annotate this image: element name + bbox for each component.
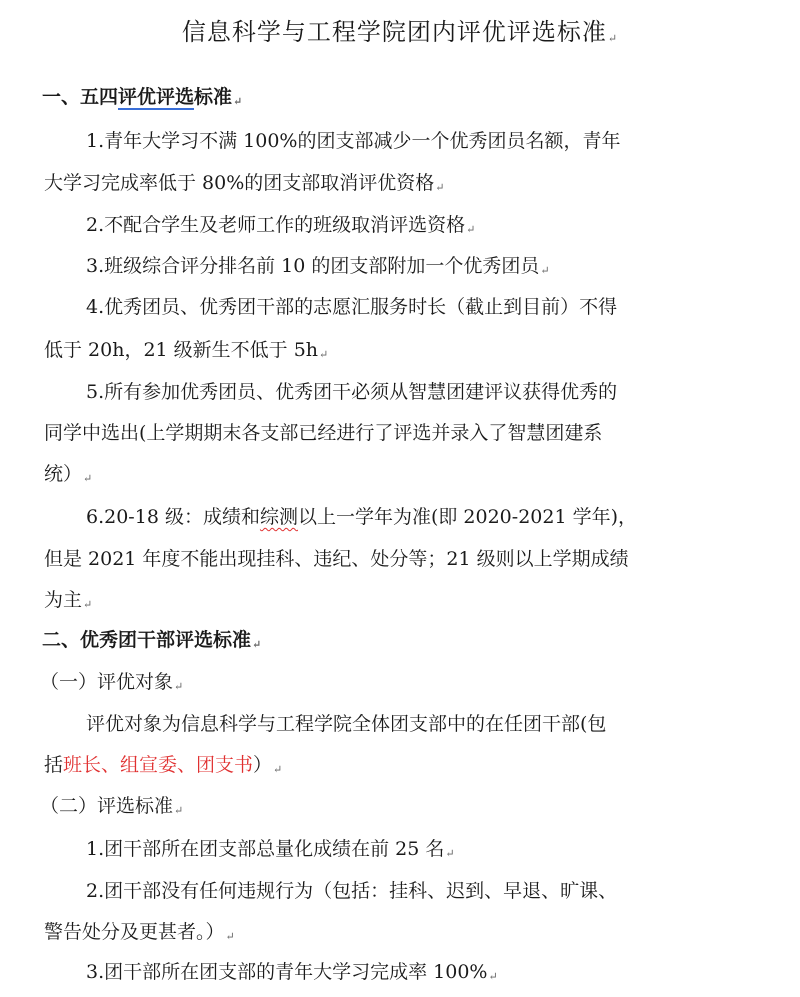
section1-item6-line2: 但是 2021 年度不能出现挂科、违纪、处分等；21 级则以上学期成绩 <box>44 548 629 570</box>
section1-item1-line2: 大学习完成率低于 80%的团支部取消评优资格↵ <box>44 172 445 194</box>
paragraph-mark-icon: ↵ <box>435 181 445 194</box>
paragraph-mark-icon: ↵ <box>607 32 619 45</box>
section1-item3: 3.班级综合评分排名前 10 的团支部附加一个优秀团员↵ <box>86 255 550 277</box>
spellcheck-underline: 综测 <box>259 506 298 528</box>
section1-item1-line1: 1.青年大学习不满 100%的团支部减少一个优秀团员名额，青年 <box>86 130 621 152</box>
paragraph-mark-icon: ↵ <box>83 598 93 611</box>
section2-sub1-heading: （一）评优对象↵ <box>40 671 184 693</box>
highlighted-roles: 班长、组宣委、团支书 <box>63 754 254 776</box>
section1-item6-line1: 6.20-18 级：成绩和综测以上一学年为准(即 2020-2021 学年)， <box>86 506 638 528</box>
section2-item1: 1.团干部所在团支部总量化成绩在前 25 名↵ <box>86 838 455 860</box>
section2-item3: 3.团干部所在团支部的青年大学习完成率 100%↵ <box>86 961 498 983</box>
paragraph-mark-icon: ↵ <box>466 223 476 236</box>
paragraph-mark-icon: ↵ <box>445 847 455 860</box>
section1-item4-line2: 低于 20h，21 级新生不低于 5h↵ <box>44 339 329 361</box>
section1-item4-line1: 4.优秀团员、优秀团干部的志愿汇服务时长（截止到目前）不得 <box>86 296 618 318</box>
section2-item2-line1: 2.团干部没有任何违规行为（包括：挂科、迟到、早退、旷课、 <box>86 880 618 902</box>
paragraph-mark-icon: ↵ <box>174 680 184 693</box>
section2-sub2-heading: （二）评选标准↵ <box>40 795 184 817</box>
page-title-text: 信息科学与工程学院团内评优评选标准 <box>181 18 607 46</box>
paragraph-mark-icon: ↵ <box>273 763 283 776</box>
section1-item5-line3: 统）↵ <box>44 463 93 485</box>
paragraph-mark-icon: ↵ <box>540 264 550 277</box>
section1-item2: 2.不配合学生及老师工作的班级取消评选资格↵ <box>86 214 476 236</box>
section1-item6-line3: 为主↵ <box>44 589 93 611</box>
section1-heading-link[interactable]: 评优评选 <box>118 86 195 108</box>
section2-heading: 二、优秀团干部评选标准↵ <box>42 629 262 651</box>
paragraph-mark-icon: ↵ <box>252 638 262 651</box>
paragraph-mark-icon: ↵ <box>225 930 235 943</box>
page-title <box>0 12 800 59</box>
paragraph-mark-icon: ↵ <box>488 970 498 983</box>
paragraph-mark-icon: ↵ <box>83 472 93 485</box>
section2-sub1-line1: 评优对象为信息科学与工程学院全体团支部中的在任团干部(包 <box>86 713 607 735</box>
section1-heading: 一、五四评优评选标准↵ <box>42 86 243 108</box>
paragraph-mark-icon: ↵ <box>319 348 329 361</box>
section2-item2-line2: 警告处分及更甚者。）↵ <box>44 921 235 943</box>
paragraph-mark-icon: ↵ <box>174 804 184 817</box>
paragraph-mark-icon: ↵ <box>233 95 243 108</box>
section2-sub1-line2: 括班长、组宣委、团支书）↵ <box>44 754 283 776</box>
section1-item5-line1: 5.所有参加优秀团员、优秀团干必须从智慧团建评议获得优秀的 <box>86 381 618 403</box>
section1-item5-line2: 同学中选出(上学期期末各支部已经进行了评选并录入了智慧团建系 <box>44 422 603 444</box>
